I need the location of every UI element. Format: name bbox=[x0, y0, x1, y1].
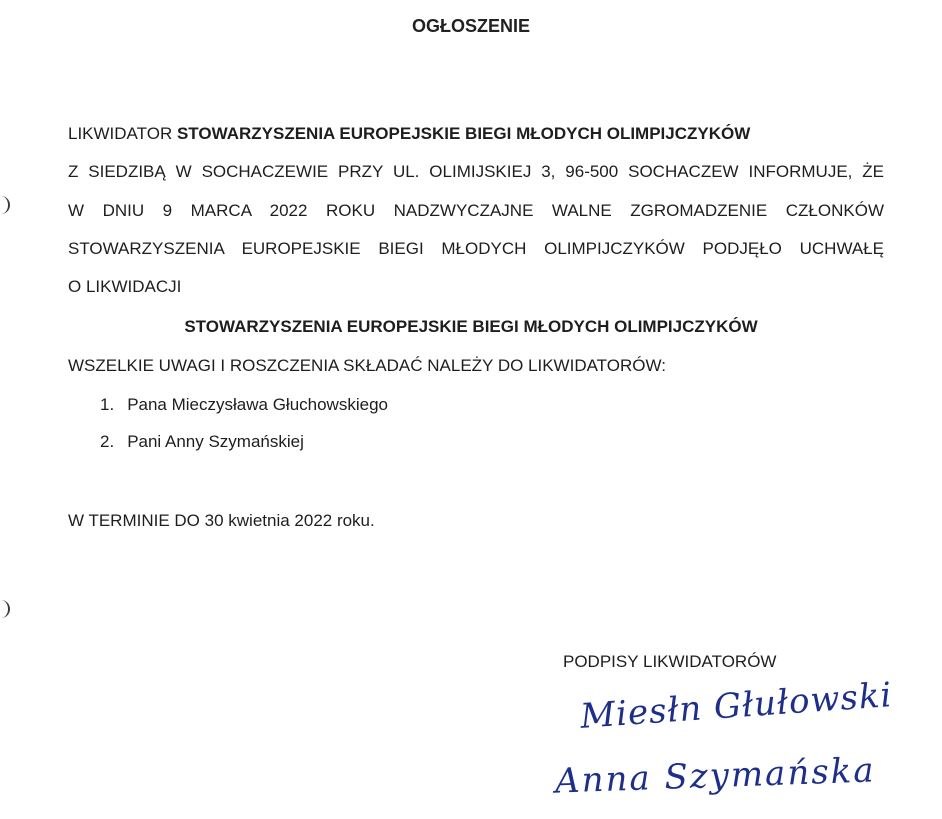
paragraph-line-2: Z SIEDZIBĄ W SOCHACZEWIE PRZY UL. OLIMIJSKIEJ 3, 96-500 SOCHACZEW INFORMUJE, ŻE bbox=[68, 162, 884, 181]
punch-hole-mark bbox=[0, 196, 10, 214]
redacted-address bbox=[425, 389, 767, 415]
list-number: 1. bbox=[100, 395, 115, 414]
liquidator-name: Pani Anny Szymańskiej bbox=[127, 432, 304, 451]
signatures-label: PODPISY LIKWIDATORÓW bbox=[563, 652, 777, 671]
claims-intro: WSZELKIE UWAGI I ROSZCZENIA SKŁADAĆ NALEŻY DO LIKWIDATORÓW: bbox=[68, 356, 666, 375]
list-number: 2. bbox=[100, 432, 115, 451]
handwritten-signature-2: Anna Szymańska bbox=[554, 750, 877, 802]
association-name-centered: STOWARZYSZENIA EUROPEJSKIE BIEGI MŁODYCH OLIMPIJCZYKÓW bbox=[184, 317, 758, 336]
paragraph-line-3: W DNIU 9 MARCA 2022 ROKU NADZWYCZAJNE WALNE ZGROMADZENIE CZŁONKÓW bbox=[68, 201, 884, 220]
punch-hole-mark bbox=[0, 600, 10, 618]
association-name-bold: STOWARZYSZENIA EUROPEJSKIE BIEGI MŁODYCH OLIMPIJCZYKÓW bbox=[176, 124, 751, 143]
redacted-address bbox=[330, 425, 660, 452]
deadline-text: W TERMINIE DO 30 kwietnia 2022 roku. bbox=[68, 511, 375, 530]
paragraph-line-4: STOWARZYSZENIA EUROPEJSKIE BIEGI MŁODYCH OLIMPIJCZYKÓW PODJĘŁO UCHWAŁĘ bbox=[68, 239, 884, 258]
liquidator-name: Pana Mieczysława Głuchowskiego bbox=[127, 395, 388, 414]
document-title: OGŁOSZENIE bbox=[411, 16, 530, 36]
liquidator-list-item bbox=[100, 433, 304, 450]
liquidator-label: LIKWIDATOR bbox=[68, 124, 177, 143]
paragraph-line-1 bbox=[68, 125, 884, 142]
liquidator-list-item bbox=[100, 396, 388, 413]
handwritten-signature-1: Miesłn Głułowski bbox=[578, 675, 894, 737]
paragraph-line-5: O LIKWIDACJI bbox=[68, 277, 182, 296]
